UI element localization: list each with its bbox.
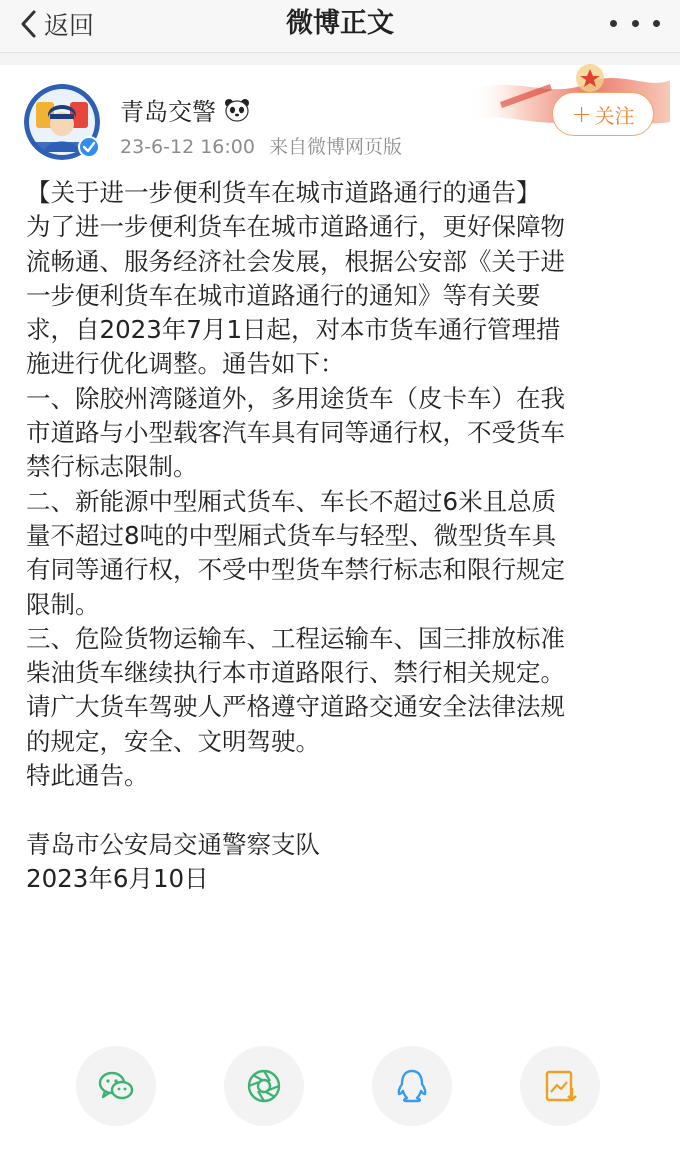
author-name: 青岛交警	[120, 98, 216, 126]
share-qq-button[interactable]	[372, 1046, 452, 1126]
share-moments-button[interactable]	[224, 1046, 304, 1126]
post-line: 禁行标志限制。	[26, 452, 198, 482]
post-line: 量不超过8吨的中型厢式货车与轻型、微型货车具	[26, 520, 557, 550]
post-line: 求，自2023年7月1日起，对本市货车通行管理措	[26, 315, 561, 345]
post-line: 柴油货车继续执行本市道路限行、禁行相关规定。	[26, 658, 565, 688]
verified-badge-icon	[78, 136, 100, 158]
top-nav-bar	[0, 0, 680, 53]
moments-icon	[244, 1066, 284, 1106]
post-body	[26, 176, 658, 896]
follow-button[interactable]	[552, 92, 654, 136]
post-line: 市道路与小型载客汽车具有同等通行权，不受货车	[26, 418, 565, 448]
plus-icon: +	[571, 100, 592, 128]
post-line: 有同等通行权，不受中型货车禁行标志和限行规定	[26, 555, 565, 585]
post-line: 一、除胶州湾隧道外，多用途货车（皮卡车）在我	[26, 383, 565, 413]
post-line: 请广大货车驾驶人严格遵守道路交通安全法律法规	[26, 692, 565, 722]
share-save-image-button[interactable]	[520, 1046, 600, 1126]
page-title: 微博正文	[286, 8, 394, 39]
post-line: 三、危险货物运输车、工程运输车、国三排放标准	[26, 623, 565, 653]
share-wechat-button[interactable]	[76, 1046, 156, 1126]
share-bar	[0, 1046, 680, 1126]
post-line: 二、新能源中型厢式货车、车长不超过6米且总质	[26, 486, 557, 516]
blank-line	[26, 793, 658, 827]
post-line: 一步便利货车在城市道路通行的通知》等有关要	[26, 280, 541, 310]
post-time: 23-6-12 16:00	[120, 136, 255, 158]
post-line: 流畅通、服务经济社会发展，根据公安部《关于进	[26, 246, 565, 276]
wechat-icon	[96, 1066, 136, 1106]
author-name-row[interactable]	[120, 92, 250, 127]
post-signature: 青岛市公安局交通警察支队	[26, 829, 320, 859]
follow-label: 关注	[594, 103, 635, 128]
post-line: 的规定，安全、文明驾驶。	[26, 726, 320, 756]
save-image-icon	[540, 1066, 580, 1106]
post-line: 限制。	[26, 589, 100, 619]
post-line: 施进行优化调整。通告如下：	[26, 349, 345, 379]
back-label: 返回	[44, 11, 95, 40]
post-line: 为了进一步便利货车在城市道路通行，更好保障物	[26, 212, 565, 242]
post-source: 来自微博网页版	[268, 136, 402, 158]
post-line: 特此通告。	[26, 761, 149, 791]
qq-icon	[392, 1066, 432, 1106]
more-dots-icon[interactable]	[610, 10, 660, 36]
post-line: 【关于进一步便利货车在城市道路通行的通告】	[26, 178, 541, 207]
post-date: 2023年6月10日	[26, 863, 209, 893]
post-meta	[120, 132, 402, 159]
panda-icon	[224, 98, 250, 122]
